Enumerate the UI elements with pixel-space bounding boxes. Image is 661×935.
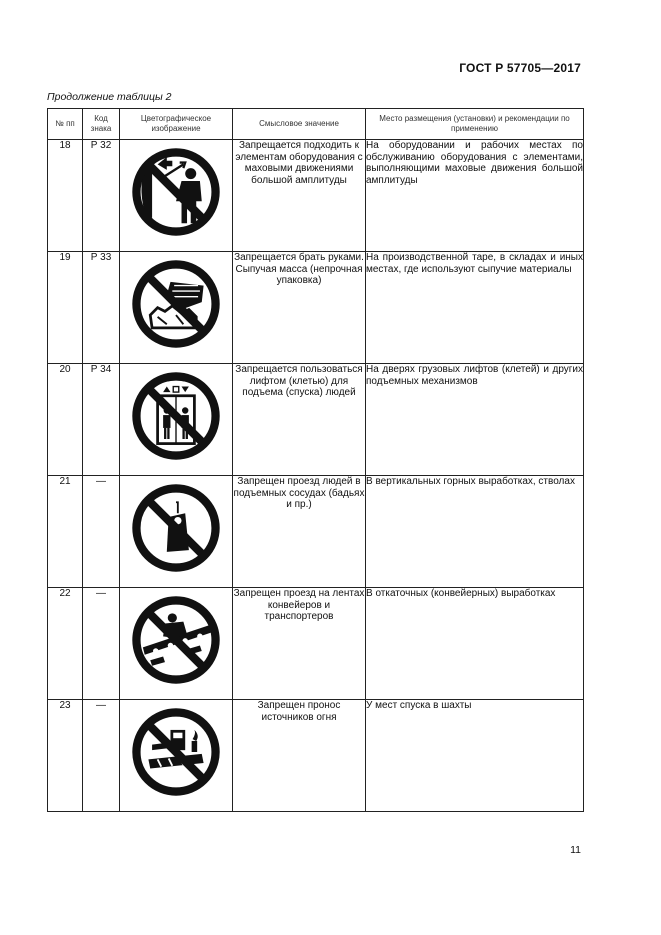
row-number: 22 [48, 588, 83, 700]
column-header-meaning: Смысловое значение [233, 109, 366, 140]
sign-meaning: Запрещен пронос источников огня [233, 700, 366, 812]
sign-meaning: Запрещен проезд людей в подъемных сосудах (бадьях и пр.) [233, 476, 366, 588]
table-row [48, 476, 584, 588]
table-row [48, 252, 584, 364]
table-header-row [48, 109, 584, 140]
row-number: 21 [48, 476, 83, 588]
table-row [48, 700, 584, 812]
sign-code: Р 32 [83, 140, 120, 252]
no-people-in-lift-vessels-icon [130, 482, 222, 574]
sign-placement: У мест спуска в шахты [366, 700, 584, 812]
sign-placement: На оборудовании и рабочих местах по обслуживанию оборудования с элементами, выполняющими маховые движения большой амплитуды [366, 140, 584, 252]
sign-code: — [83, 700, 120, 812]
table-row [48, 364, 584, 476]
sign-code: — [83, 476, 120, 588]
column-header-image: Цветографическое изображение [120, 109, 233, 140]
sign-placement: В вертикальных горных выработках, стволах [366, 476, 584, 588]
page-number: 11 [570, 844, 581, 856]
row-number: 20 [48, 364, 83, 476]
no-people-in-elevator-icon [130, 370, 222, 462]
no-approaching-moving-machinery-icon [130, 146, 222, 238]
sign-meaning: Запрещается брать руками. Сыпучая масса (непрочная упаковка) [233, 252, 366, 364]
sign-code: Р 33 [83, 252, 120, 364]
no-riding-on-conveyor-icon [130, 594, 222, 686]
sign-meaning: Запрещается пользоваться лифтом (клетью) для подъема (спуска) людей [233, 364, 366, 476]
column-header-code: Код знака [83, 109, 120, 140]
no-handling-by-hand-icon [130, 258, 222, 350]
signs-table [47, 108, 584, 812]
no-fire-sources-icon [130, 706, 222, 798]
sign-code: — [83, 588, 120, 700]
sign-placement: На производственной таре, в складах и иных местах, где используют сыпучие материалы [366, 252, 584, 364]
column-header-number: № пп [48, 109, 83, 140]
column-header-placement: Место размещения (установки) и рекомендации по применению [366, 109, 584, 140]
table-row [48, 140, 584, 252]
sign-meaning: Запрещается подходить к элементам оборудования с маховыми движениями большой амплитуды [233, 140, 366, 252]
row-number: 18 [48, 140, 83, 252]
table-caption: Продолжение таблицы 2 [47, 91, 172, 103]
table-row [48, 588, 584, 700]
sign-placement: На дверях грузовых лифтов (клетей) и других подъемных механизмов [366, 364, 584, 476]
sign-code: Р 34 [83, 364, 120, 476]
sign-meaning: Запрещен проезд на лентах конвейеров и транспортеров [233, 588, 366, 700]
sign-placement: В откаточных (конвейерных) выработках [366, 588, 584, 700]
standard-number: ГОСТ Р 57705—2017 [459, 61, 581, 75]
row-number: 23 [48, 700, 83, 812]
row-number: 19 [48, 252, 83, 364]
